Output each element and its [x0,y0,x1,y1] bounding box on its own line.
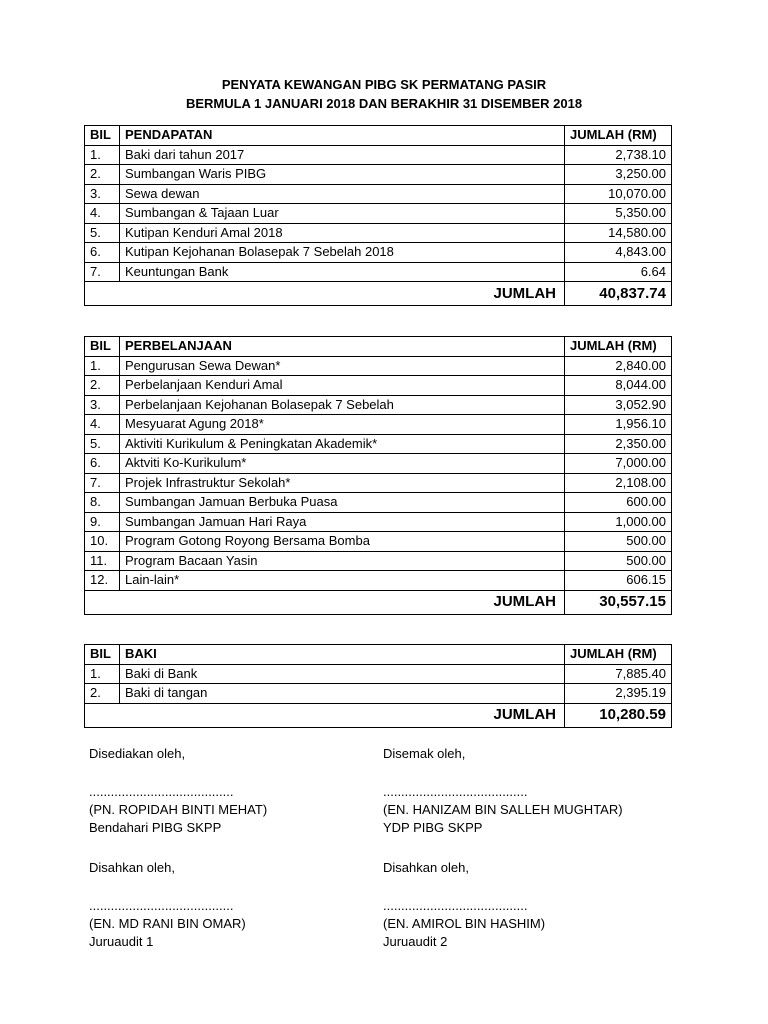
signature-block-auditor-1 [89,859,246,951]
row-bil: 2. [85,684,120,704]
header-bil: BIL [85,126,120,146]
row-amount: 7,000.00 [565,454,672,474]
total-row [85,703,672,727]
signature-line: ........................................ [89,784,234,799]
row-desc: Sumbangan & Tajaan Luar [120,204,565,224]
header-desc: PERBELANJAAN [120,337,565,357]
total-label: JUMLAH [85,590,565,614]
row-bil: 8. [85,493,120,513]
row-amount: 2,840.00 [565,356,672,376]
row-bil: 6. [85,454,120,474]
table-row [85,395,672,415]
total-amount: 10,280.59 [565,703,672,727]
signature-line: ........................................ [383,784,528,799]
table-row [85,493,672,513]
row-bil: 10. [85,532,120,552]
row-desc: Perbelanjaan Kenduri Amal [120,376,565,396]
row-bil: 1. [85,664,120,684]
row-amount: 4,843.00 [565,243,672,263]
row-bil: 12. [85,571,120,591]
row-bil: 3. [85,395,120,415]
table-row [85,415,672,435]
table-row [85,571,672,591]
row-amount: 1,000.00 [565,512,672,532]
header-bil: BIL [85,337,120,357]
table-row [85,376,672,396]
row-bil: 4. [85,204,120,224]
row-bil: 7. [85,473,120,493]
row-bil: 1. [85,145,120,165]
table-row [85,184,672,204]
row-amount: 10,070.00 [565,184,672,204]
total-row [85,282,672,306]
total-row [85,590,672,614]
table-row [85,434,672,454]
table-row [85,532,672,552]
row-desc: Aktiviti Kurikulum & Peningkatan Akademik* [120,434,565,454]
signatory-title: Juruaudit 2 [383,934,448,949]
row-bil: 1. [85,356,120,376]
row-amount: 2,738.10 [565,145,672,165]
expense-table [84,336,672,615]
row-desc: Kutipan Kejohanan Bolasepak 7 Sebelah 2018 [120,243,565,263]
signatory-name: (EN. MD RANI BIN OMAR) [89,916,246,931]
row-desc: Baki dari tahun 2017 [120,145,565,165]
balance-table [84,644,672,728]
row-bil: 5. [85,434,120,454]
row-desc: Program Gotong Royong Bersama Bomba [120,532,565,552]
row-amount: 7,885.40 [565,664,672,684]
row-bil: 11. [85,551,120,571]
row-desc: Lain-lain* [120,571,565,591]
signatory-name: (PN. ROPIDAH BINTI MEHAT) [89,802,268,817]
header-amount: JUMLAH (RM) [565,337,672,357]
row-bil: 7. [85,262,120,282]
signatory-title: Juruaudit 1 [89,934,154,949]
table-row [85,262,672,282]
signature-block-checked [383,745,623,837]
row-desc: Sewa dewan [120,184,565,204]
row-amount: 606.15 [565,571,672,591]
header-amount: JUMLAH (RM) [565,126,672,146]
signature-line: ........................................ [383,898,528,913]
table-row [85,204,672,224]
signature-label: Disemak oleh, [383,746,466,761]
table-row [85,664,672,684]
signature-label: Disediakan oleh, [89,746,186,761]
table-header-row [85,126,672,146]
row-desc: Sumbangan Jamuan Hari Raya [120,512,565,532]
table-header-row [85,337,672,357]
total-label: JUMLAH [85,703,565,727]
signatory-title: YDP PIBG SKPP [383,820,483,835]
table-row [85,243,672,263]
row-amount: 14,580.00 [565,223,672,243]
row-desc: Pengurusan Sewa Dewan* [120,356,565,376]
table-header-row [85,645,672,665]
row-desc: Kutipan Kenduri Amal 2018 [120,223,565,243]
signatory-title: Bendahari PIBG SKPP [89,820,222,835]
row-desc: Keuntungan Bank [120,262,565,282]
signature-label: Disahkan oleh, [89,860,175,875]
table-row [85,551,672,571]
row-bil: 6. [85,243,120,263]
row-desc: Baki di tangan [120,684,565,704]
row-amount: 500.00 [565,551,672,571]
table-row [85,356,672,376]
header-desc: PENDAPATAN [120,126,565,146]
row-desc: Program Bacaan Yasin [120,551,565,571]
document-subtitle: BERMULA 1 JANUARI 2018 DAN BERAKHIR 31 DISEMBER 2018 [185,96,583,111]
header-bil: BIL [85,645,120,665]
row-bil: 2. [85,376,120,396]
row-bil: 5. [85,223,120,243]
row-amount: 2,395.19 [565,684,672,704]
row-desc: Sumbangan Waris PIBG [120,165,565,185]
row-desc: Baki di Bank [120,664,565,684]
header-desc: BAKI [120,645,565,665]
table-row [85,512,672,532]
row-bil: 9. [85,512,120,532]
table-row [85,145,672,165]
document-title: PENYATA KEWANGAN PIBG SK PERMATANG PASIR [221,77,547,92]
signatory-name: (EN. AMIROL BIN HASHIM) [383,916,546,931]
row-bil: 2. [85,165,120,185]
signature-block-auditor-2 [383,859,545,951]
row-desc: Projek Infrastruktur Sekolah* [120,473,565,493]
row-amount: 1,956.10 [565,415,672,435]
row-amount: 600.00 [565,493,672,513]
signature-block-prepared [89,745,267,837]
table-row [85,473,672,493]
row-amount: 2,108.00 [565,473,672,493]
row-desc: Sumbangan Jamuan Berbuka Puasa [120,493,565,513]
signature-label: Disahkan oleh, [383,860,469,875]
row-amount: 2,350.00 [565,434,672,454]
row-amount: 3,250.00 [565,165,672,185]
row-amount: 5,350.00 [565,204,672,224]
signatory-name: (EN. HANIZAM BIN SALLEH MUGHTAR) [383,802,623,817]
row-amount: 3,052.90 [565,395,672,415]
income-table [84,125,672,306]
total-label: JUMLAH [85,282,565,306]
row-amount: 6.64 [565,262,672,282]
table-row [85,165,672,185]
total-amount: 30,557.15 [565,590,672,614]
table-row [85,454,672,474]
row-desc: Mesyuarat Agung 2018* [120,415,565,435]
header-amount: JUMLAH (RM) [565,645,672,665]
table-row [85,223,672,243]
row-bil: 3. [85,184,120,204]
row-bil: 4. [85,415,120,435]
row-desc: Aktviti Ko-Kurikulum* [120,454,565,474]
table-row [85,684,672,704]
row-amount: 500.00 [565,532,672,552]
row-desc: Perbelanjaan Kejohanan Bolasepak 7 Sebelah [120,395,565,415]
total-amount: 40,837.74 [565,282,672,306]
signature-line: ........................................ [89,898,234,913]
row-amount: 8,044.00 [565,376,672,396]
